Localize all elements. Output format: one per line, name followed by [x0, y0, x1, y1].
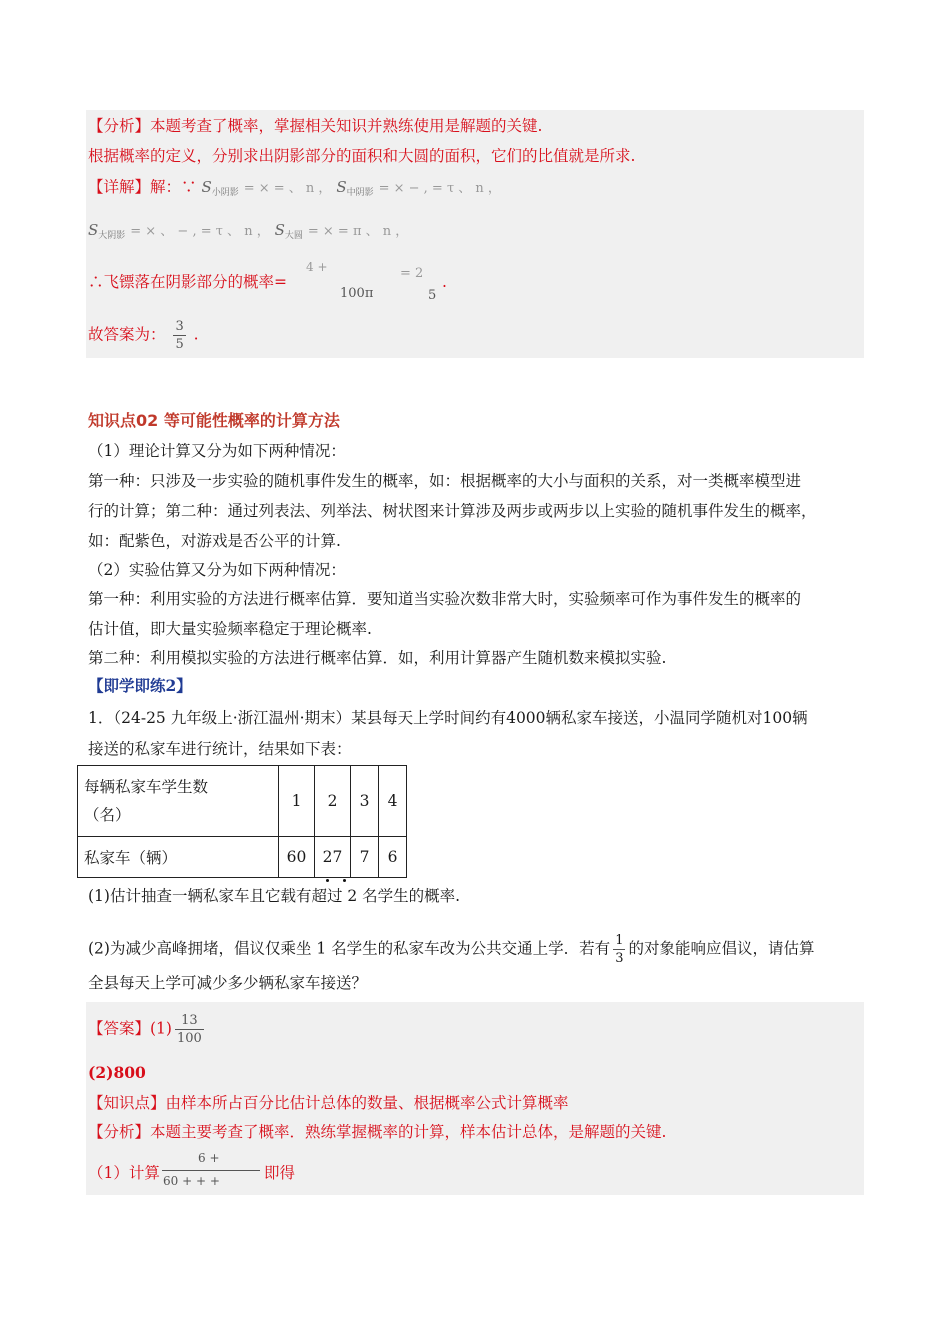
knowledge-line: 【知识点】由样本所占百分比估计总体的数量、根据概率公式计算概率 [88, 1094, 569, 1112]
probability-denominator: 100π [340, 286, 374, 301]
answer-denominator: 5 [175, 337, 184, 352]
section-paragraph-8: 第二种：利用模拟实验的方法进行概率估算．如，利用计算器产生随机数来模拟实验. [88, 649, 667, 667]
sub-question-2-text-b: 的对象能响应倡议，请估算 [628, 939, 815, 958]
analysis-method-line: 根据概率的定义，分别求出阴影部分的面积和大圆的面积，它们的比值就是所求. [88, 147, 636, 165]
one-third-denominator: 3 [615, 951, 624, 966]
s-big-circle-symbol: S [274, 221, 285, 239]
data-table [77, 765, 407, 878]
probability-end: . [442, 273, 447, 291]
equation-fragment-3: = × 、 − , = τ 、 n ， [130, 224, 270, 239]
equation-fragment-1: = × = 、 n ， [243, 181, 332, 196]
big-circle-subscript: 大圆 [284, 231, 303, 241]
sub-question-1: (1)估计抽查一辆私家车且它载有超过 2 名学生的概率. [88, 887, 461, 905]
answer-fraction-numerator: 13 [181, 1013, 198, 1028]
answer-fraction [173, 320, 185, 351]
analysis-line-2: 【分析】本题主要考查了概率．熟练掌握概率的计算，样本估计总体，是解题的关键. [88, 1123, 667, 1141]
calc-suffix: 即得 [264, 1164, 296, 1182]
s-medium-shadow-symbol: S [336, 178, 347, 196]
section-paragraph-4: 如：配紫色，对游戏是否公平的计算. [88, 532, 341, 550]
answer-end: . [193, 325, 199, 344]
section-heading: 知识点02 等可能性概率的计算方法 [88, 411, 340, 430]
emphasis-dot [343, 879, 346, 882]
calc-prefix: （1）计算 [88, 1164, 160, 1182]
detail-equation-row-1 [88, 177, 501, 203]
question-line-1: 1．（24-25 九年级上·浙江温州·期末）某县每天上学时间约有4000辆私家车接送，小温同学随机对100辆 [88, 709, 808, 727]
answer-line [88, 320, 199, 351]
section-paragraph-6: 第一种：利用实验的方法进行概率估算．要知道当实验次数非常大时，实验频率可作为事件发生的概率的 [88, 590, 802, 608]
sub-question-2 [88, 934, 814, 965]
one-third-numerator: 1 [615, 933, 624, 948]
table-cell: 1 [279, 766, 315, 837]
table-cell: 3 [351, 766, 379, 837]
large-shadow-subscript: 大阴影 [98, 231, 126, 241]
probability-result-denominator: 5 [428, 288, 437, 303]
s-large-shadow-symbol: S [88, 221, 99, 239]
answer-fraction-denominator: 100 [176, 1031, 202, 1046]
table-cell: 4 [379, 766, 407, 837]
table-cell: 60 [279, 837, 315, 878]
analysis-line: 【分析】本题考查了概率，掌握相关知识并熟练使用是解题的关键. [88, 117, 543, 135]
calc-denominator: 60 + + + [163, 1174, 220, 1188]
detail-equation-row-2 [88, 220, 408, 246]
probability-label: ∴飞镖落在阴影部分的概率= [88, 273, 287, 291]
probability-line [88, 272, 287, 292]
table-cell: 27 [315, 837, 351, 878]
equation-fragment-4: = × = π 、 n ， [307, 224, 409, 239]
answer-row [88, 1014, 207, 1045]
sub-question-2-continued: 全县每天上学可减少多少辆私家车接送？ [88, 974, 368, 992]
medium-shadow-subscript: 中阴影 [346, 188, 374, 198]
section-paragraph-3: 行的计算；第二种：通过列表法、列举法、树状图来计算涉及两步或两步以上实验的随机事件发生的概率， [88, 502, 817, 520]
one-third-fraction [613, 934, 625, 965]
practice-label: 【即学即练2】 [88, 676, 192, 695]
small-shadow-subscript: 小阴影 [211, 188, 239, 198]
table-header-cell: 私家车（辆） [78, 837, 279, 878]
sub-question-2-text-a: (2)为减少高峰拥堵，倡议仅乘坐 1 名学生的私家车改为公共交通上学．若有 [88, 939, 611, 958]
table-header-line-1: 每辆私家车学生数 [84, 778, 209, 796]
section-paragraph-1: （1）理论计算又分为如下两种情况： [88, 442, 346, 460]
probability-numerator-fragment: 4 + [306, 260, 328, 274]
answer-numerator: 3 [175, 319, 184, 334]
section-paragraph-7: 估计值，即大量实验频率稳定于理论概率. [88, 620, 372, 638]
section-paragraph-5: （2）实验估算又分为如下两种情况： [88, 561, 346, 579]
answer-label-2: 【答案】(1) [88, 1019, 172, 1038]
calc-numerator: 6 + [198, 1151, 220, 1165]
equation-fragment-2: = × − , = τ 、 n ， [378, 181, 501, 196]
table-cell: 7 [351, 837, 379, 878]
emphasis-dot [326, 879, 329, 882]
answer-label: 故答案为： [88, 325, 166, 344]
section-paragraph-2: 第一种：只涉及一步实验的随机事件发生的概率，如：根据概率的大小与面积的关系，对一类概率模型进 [88, 472, 802, 490]
answer-fraction-2 [175, 1014, 204, 1045]
table-cell: 2 [315, 766, 351, 837]
calculation-line [88, 1163, 160, 1183]
probability-result: = 2 [400, 266, 424, 281]
detail-label: 【详解】解：∵ [88, 178, 197, 196]
answer-part-2: (2)800 [88, 1063, 146, 1082]
table-header-cell [78, 766, 279, 837]
table-row [78, 766, 407, 837]
table-header-line-2: （名） [84, 806, 131, 824]
question-line-2: 接送的私家车进行统计，结果如下表： [88, 740, 352, 758]
table-row [78, 837, 407, 878]
s-small-shadow-symbol: S [201, 178, 212, 196]
calc-fraction-bar [162, 1170, 260, 1171]
table-cell: 6 [379, 837, 407, 878]
